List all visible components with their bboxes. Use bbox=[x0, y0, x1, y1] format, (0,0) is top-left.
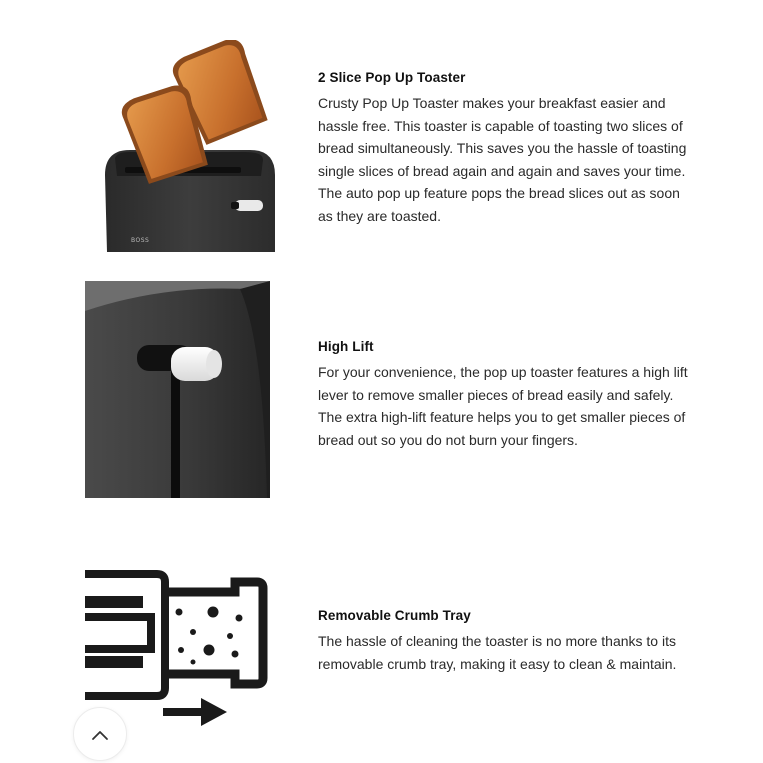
toaster-product-image bbox=[85, 40, 305, 252]
scroll-to-top-button[interactable] bbox=[73, 707, 127, 761]
feature-title: High Lift bbox=[318, 339, 374, 354]
chevron-up-icon bbox=[89, 728, 111, 740]
feature-description: The hassle of cleaning the toaster is no more thanks to its removable crumb tray, making it easy to clean & maintain. bbox=[318, 633, 677, 672]
feature-text bbox=[318, 70, 698, 227]
feature-text bbox=[318, 608, 698, 675]
feature-description: Crusty Pop Up Toaster makes your breakfast easier and hassle free. This toaster is capable of toasting two slices of bread simultaneously. This saves you the hassle of toasting single slices of bread again and again and saves your time. The auto pop up feature pops the bread slices out as soon as they are toasted. bbox=[318, 95, 687, 224]
high-lift-lever-image bbox=[85, 281, 270, 498]
feature-text bbox=[318, 339, 698, 451]
feature-title: Removable Crumb Tray bbox=[318, 608, 471, 623]
feature-description: For your convenience, the pop up toaster features a high lift lever to remove smaller pieces of bread easily and safely. The extra high-lift feature helps you to get smaller pieces of bread out so you do not burn your fingers. bbox=[318, 364, 688, 448]
feature-title: 2 Slice Pop Up Toaster bbox=[318, 70, 466, 85]
toaster-brand-label: BOSS bbox=[131, 237, 150, 244]
